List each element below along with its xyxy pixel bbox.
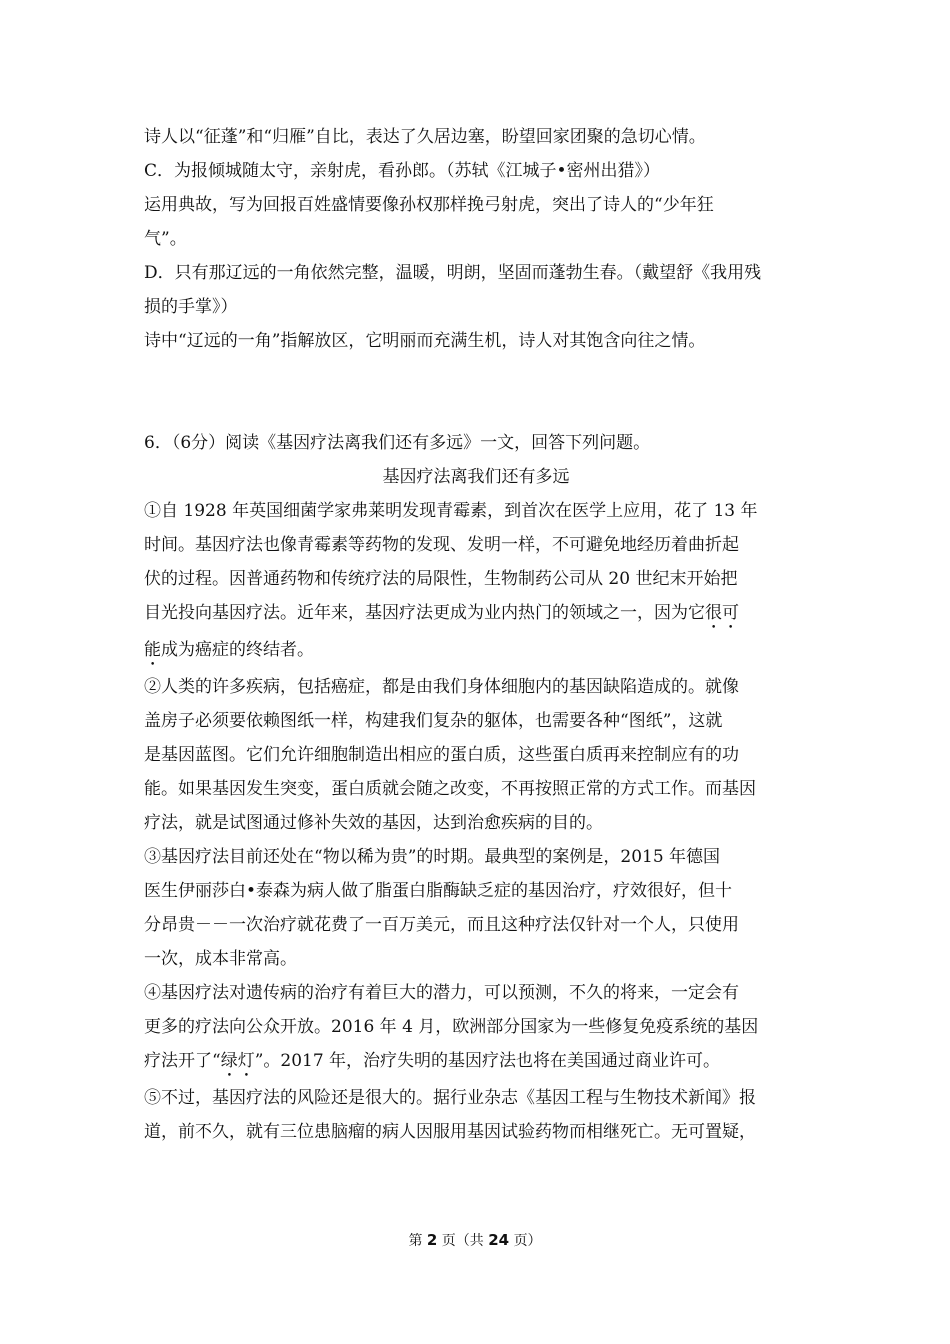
footer-suffix: 页） bbox=[513, 1233, 542, 1249]
p1-line4-text: 目光投向基因疗法。近年来，基因疗法更成为业内热门的领域之一，因为它 bbox=[144, 603, 705, 623]
paragraph-1 bbox=[144, 494, 808, 670]
p3-line3: 分昂贵－－一次治疗就花费了一百万美元，而且这种疗法仅针对一个人，只使用 bbox=[144, 915, 739, 935]
p4-line2: 更多的疗法向公众开放。2016 年 4 月，欧洲部分国家为一些修复免疫系统的基因 bbox=[144, 1017, 759, 1037]
section-gap bbox=[144, 358, 808, 426]
emphasized-text: 能 bbox=[144, 640, 161, 660]
p2-line1: ②人类的许多疾病，包括癌症，都是由我们身体细胞内的基因缺陷造成的。就像 bbox=[144, 677, 739, 697]
p4-line1: ④基因疗法对遗传病的治疗有着巨大的潜力，可以预测，不久的将来，一定会有 bbox=[144, 983, 739, 1003]
p4-line3-post: ”。2017 年，治疗失明的基因疗法也将在美国通过商业许可。 bbox=[254, 1051, 721, 1071]
article-title: 基因疗法离我们还有多远 bbox=[382, 467, 570, 487]
footer-middle: 页（共 bbox=[441, 1233, 484, 1249]
option-d-line1: D．只有那辽远的一角依然完整，温暖，明朗，坚固而蓬勃生春。（戴望舒《我用残 bbox=[144, 263, 762, 283]
page-content bbox=[144, 120, 808, 1149]
p1-line4 bbox=[144, 596, 808, 633]
paragraph-5 bbox=[144, 1081, 808, 1149]
p3-line2: 医生伊丽莎白•泰森为病人做了脂蛋白脂酶缺乏症的基因治疗，疗效很好，但十 bbox=[144, 881, 733, 901]
p4-line3-pre: 疗法开了“ bbox=[144, 1051, 221, 1071]
p2-line4: 能。如果基因发生突变，蛋白质就会随之改变，不再按照正常的方式工作。而基因 bbox=[144, 779, 756, 799]
option-d-explanation: 诗中“辽远的一角”指解放区，它明丽而充满生机，诗人对其饱含向往之情。 bbox=[144, 331, 706, 351]
p1-line2: 时间。基因疗法也像青霉素等药物的发现、发明一样，不可避免地经历着曲折起 bbox=[144, 535, 739, 555]
footer-prefix: 第 bbox=[408, 1233, 423, 1249]
p5-line2: 道，前不久，就有三位患脑瘤的病人因服用基因试验药物而相继死亡。无可置疑， bbox=[144, 1122, 756, 1142]
option-c-explanation-line1: 运用典故，写为回报百姓盛情要像孙权那样挽弓射虎，突出了诗人的“少年狂 bbox=[144, 195, 714, 215]
option-c: C．为报倾城随太守，亲射虎，看孙郎。（苏轼《江城子•密州出猎》） bbox=[144, 161, 661, 181]
p1-line5-text: 成为癌症的终结者。 bbox=[161, 640, 314, 660]
p3-line4: 一次，成本非常高。 bbox=[144, 949, 297, 969]
p2-line3: 是基因蓝图。它们允许细胞制造出相应的蛋白质，这些蛋白质再来控制应有的功 bbox=[144, 745, 739, 765]
current-page-number: 2 bbox=[426, 1231, 438, 1249]
p3-line1: ③基因疗法目前还处在“物以稀为贵”的时期。最典型的案例是，2015 年德国 bbox=[144, 847, 721, 867]
p4-line3 bbox=[144, 1044, 808, 1081]
paragraph-3 bbox=[144, 840, 808, 976]
question6-stem: 6．（6分）阅读《基因疗法离我们还有多远》一文，回答下列问题。 bbox=[144, 433, 651, 453]
option-b-explanation: 诗人以“征蓬”和“归雁”自比，表达了久居边塞，盼望回家团聚的急切心情。 bbox=[144, 127, 706, 147]
p5-line1: ⑤不过，基因疗法的风险还是很大的。据行业杂志《基因工程与生物技术新闻》报 bbox=[144, 1088, 756, 1108]
total-page-count: 24 bbox=[488, 1231, 510, 1249]
p2-line5: 疗法，就是试图通过修补失效的基因，达到治愈疾病的目的。 bbox=[144, 813, 603, 833]
p1-line3: 伏的过程。因普通药物和传统疗法的局限性，生物制药公司从 20 世纪末开始把 bbox=[144, 569, 738, 589]
emphasized-text: 很可 bbox=[705, 603, 739, 623]
paragraph-4 bbox=[144, 976, 808, 1081]
p1-line5 bbox=[144, 633, 808, 670]
option-c-explanation-line2: 气”。 bbox=[144, 229, 187, 249]
p1-line1: ①自 1928 年英国细菌学家弗莱明发现青霉素，到首次在医学上应用，花了 13 年 bbox=[144, 501, 758, 521]
option-d-line2: 损的手掌》） bbox=[144, 297, 238, 317]
p2-line2: 盖房子必须要依赖图纸一样，构建我们复杂的躯体，也需要各种“图纸”，这就 bbox=[144, 711, 723, 731]
emphasized-text: 绿灯 bbox=[220, 1051, 255, 1071]
page-footer bbox=[0, 1230, 950, 1250]
paragraph-2 bbox=[144, 670, 808, 840]
